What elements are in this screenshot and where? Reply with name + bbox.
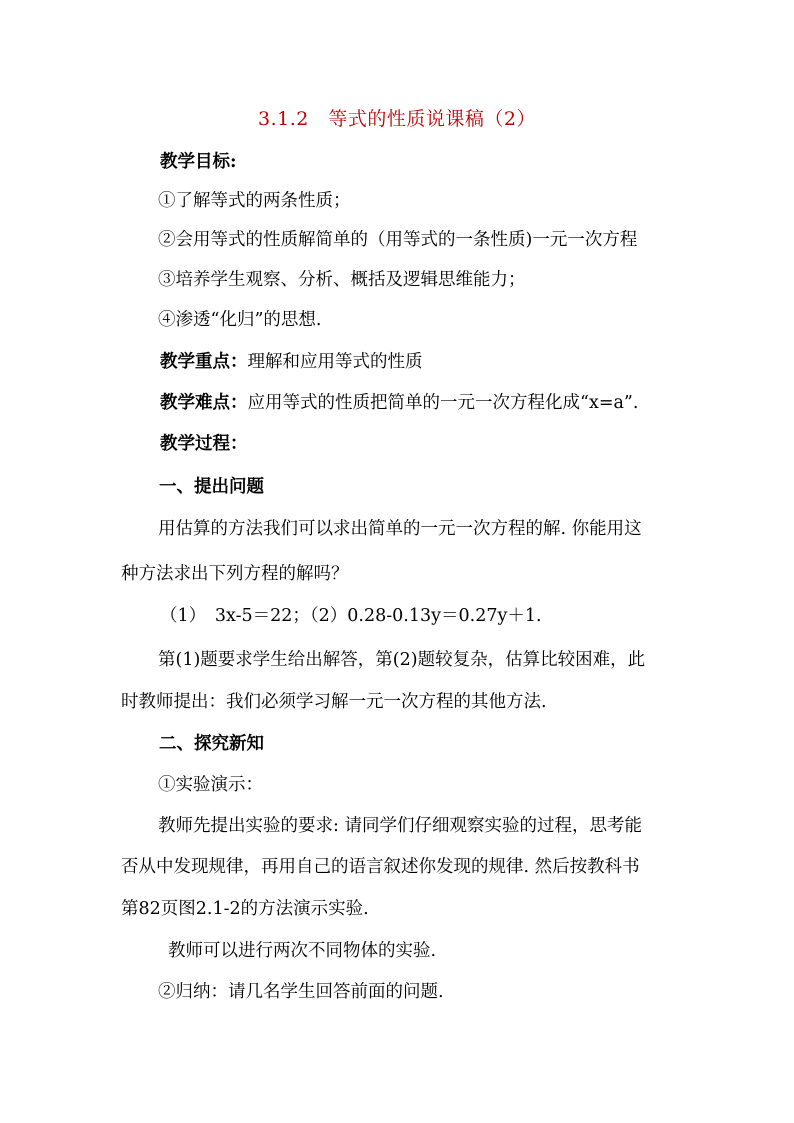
process-heading: 教学过程：	[160, 434, 248, 454]
summary-label: ②归纳：请几名学生回答前面的问题.	[158, 982, 444, 1002]
objective-item-4: ④渗透“化归”的思想.	[158, 310, 322, 330]
objective-item-3: ③培养学生观察、分析、概括及逻辑思维能力；	[158, 270, 526, 290]
page-title: 3.1.2 等式的性质说课稿（2）	[258, 108, 536, 130]
equations-line: （1） 3x-5＝22；（2）0.28-0.13y＝0.27y＋1.	[160, 606, 542, 626]
objectives-heading: 教学目标:	[160, 152, 237, 172]
objective-item-2: ②会用等式的性质解简单的（用等式的一条性质)一元一次方程	[158, 230, 638, 250]
section-1-para-2-line-2: 时教师提出：我们必须学习解一元一次方程的其他方法.	[121, 692, 547, 712]
section-1-heading: 一、提出问题	[159, 477, 264, 497]
objective-item-1: ①了解等式的两条性质；	[158, 191, 351, 211]
section-1-para-2-line-1: 第(1)题要求学生给出解答，第(2)题较复杂，估算比较困难，此	[158, 650, 646, 670]
section-2-para-2: 教师可以进行两次不同物体的实验.	[168, 941, 437, 961]
key-point	[160, 350, 423, 374]
experiment-demo-label: ①实验演示：	[158, 775, 263, 795]
key-point-text: 理解和应用等式的性质	[247, 352, 423, 372]
section-1-para-1-line-1: 用估算的方法我们可以求出简单的一元一次方程的解. 你能用这	[158, 519, 642, 539]
section-1-para-1-line-2: 种方法求出下列方程的解吗？	[121, 564, 349, 584]
difficulty-label: 教学难点：	[160, 393, 248, 413]
key-point-label: 教学重点：	[160, 352, 248, 372]
section-2-para-1-line-3: 第82页图2.1-2的方法演示实验.	[121, 899, 369, 919]
section-2-heading: 二、探究新知	[159, 734, 264, 754]
section-2-para-1-line-1: 教师先提出实验的要求: 请同学们仔细观察实验的过程，思考能	[158, 816, 642, 836]
section-2-para-1-line-2: 否从中发现规律，再用自己的语言叙述你发现的规律. 然后按教科书	[121, 857, 640, 877]
difficulty-point	[160, 391, 638, 415]
difficulty-text: 应用等式的性质把简单的一元一次方程化成“x=a”.	[247, 393, 639, 413]
